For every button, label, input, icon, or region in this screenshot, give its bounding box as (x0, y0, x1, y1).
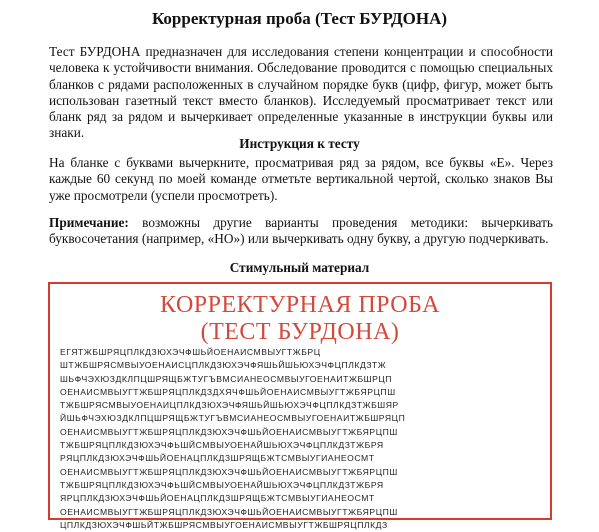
letter-row: ТЖБШРЯЦПЛКДЗЮХЭЧФЬШЙСМВЫУОЕНАЙШЬЮХЭЧФЦПЛКДЗТЖБРЯ (60, 479, 384, 490)
letter-row: ТЖБШРЯЦПЛКДЗЮХЭЧФЬШЙСМВЫУОЕНАЙШЬЮХЭЧФЦПЛКДЗТЖБРЯ (60, 440, 384, 451)
letter-row: ТЖБШРЯСМВЫУОЕНАИЦПЛКДЗЮХЭЧФЯШЬЙШЬЮХЭЧФЦПЛКДЗТЖБШЯР (60, 400, 399, 411)
note-label: Примечание: (49, 215, 129, 230)
letter-row: ОЕНАИСМВЫУГТЖБШРЯЦПЛКДЗЮХЭЧФШЬЙОЕНАИСМВЫУГТЖБЯРЦПШ (60, 466, 398, 477)
letter-row: ШТЖБШРЯСМВЫУОЕНАИСЦПЛКДЗЮХЭЧФЯШЬЙШЬЮХЭЧФЦПЛКДЗТЖ (60, 360, 387, 371)
letter-row: ЕГЯТЖБШРЯЦПЛКДЗЮХЭЧФШЬЙОЕНАИСМВЫУГТЖБРЦ (60, 347, 321, 357)
letter-row: ЙШЬФЧЭХЮЗДКЛПЦШРЯЩБЖТУГЪВМСИАНЕОСМВЫУГОЕНАИТЖБШРЯЦП (60, 413, 406, 424)
stimulus-material-image (48, 282, 552, 530)
letter-row: ЯРЦПЛКДЗЮХЭЧФШЬЙОЕНАЦПЛКДЗШРЯЩБЖТСМВЫУГИАНЕОСМТ (60, 493, 375, 504)
note-text: возможны другие варианты проведения методики: вычеркивать буквосочетания (например, «НО») или вычеркивать одну букву, а другую подчеркивать. (49, 215, 553, 247)
stimulus-title-line2: (ТЕСТ БУРДОНА) (200, 319, 400, 345)
letter-row: ЦПЛКДЗЮХЭЧФШЬЙТЖБШРЯСМВЫУГОЕНАИСМВЫУГТЖБШРЯЦПЛКДЗ (60, 519, 388, 530)
stimulus-heading: Стимульный материал (229, 260, 370, 275)
letter-grid (60, 346, 542, 532)
stimulus-title (50, 292, 550, 346)
letter-row: ОЕНАИСМВЫУГТЖБШРЯЦПЛКДЗЮХЭЧФШЬЙОЕНАИСМВЫУГТЖБЯРЦПШ (60, 426, 398, 437)
instruction-paragraph: На бланке с буквами вычеркните, просматривая ряд за рядом, все буквы «Е». Через каждые 60 секунд по моей команде отметьте вертикальной чертой, сколько знаков Вы уже просмотрели (успели просмотреть). (49, 155, 553, 203)
letter-row: ШЬФЧЭХЮЗДКЛПЦШРЯЩБЖТУГЪВМСИАНЕОСМВЫУГОЕНАИТЖБШРЦП (60, 373, 393, 384)
instruction-heading: Инструкция к тесту (239, 136, 360, 151)
stimulus-title-line1: КОРРЕКТУРНАЯ ПРОБА (160, 292, 440, 318)
letter-row: РЯЦПЛКДЗЮХЭЧФШЬЙОЕНАЦПЛКДЗШРЯЩБЖТСМВЫУГИАНЕОСМТ (60, 453, 375, 464)
letter-row: ОЕНАИСМВЫУГТЖБШРЯЦПЛКДЗДХЯЧФШЬЙОЕНАИСМВЫУГТЖБЯРЦПШ (60, 386, 396, 397)
intro-paragraph: Тест БУРДОНА предназначен для исследования степени концентрации и способности человека к устойчивости внимания. Обследование проводится с помощью специальных бланков с рядами расположенных в случайном порядке букв (цифр, фигур, может быть использован газетный текст вместо бланков). Исследуемый просматривает текст или бланк ряд за рядом и вычеркивает определенные указанные в инструкции буквы или знаки. (49, 44, 553, 141)
page-title: Корректурная проба (Тест БУРДОНА) (151, 9, 448, 28)
note-paragraph (49, 215, 553, 248)
letter-row: ОЕНАИСМВЫУГТЖБШРЯЦПЛКДЗЮХЭЧФШЬЙОЕНАИСМВЫУГТЖБЯРЦПШ (60, 506, 398, 517)
